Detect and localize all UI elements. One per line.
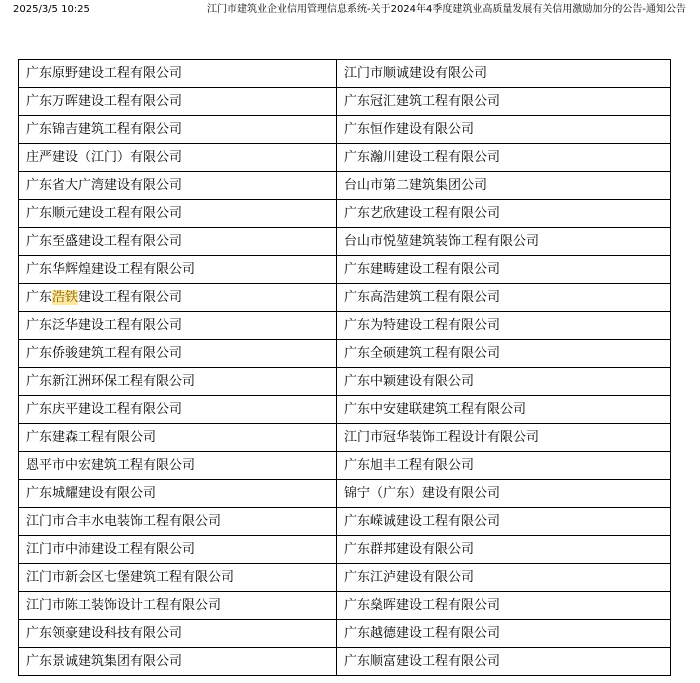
company-name-cell: 广东万晖建设工程有限公司	[19, 88, 337, 116]
company-name-cell: 广东建畴建设工程有限公司	[337, 256, 671, 284]
company-name-cell: 恩平市中宏建筑工程有限公司	[19, 452, 337, 480]
company-name-cell: 江门市合丰水电装饰工程有限公司	[19, 508, 337, 536]
company-name-cell: 广东艺欣建设工程有限公司	[337, 200, 671, 228]
table-row	[19, 592, 671, 620]
table-row	[19, 508, 671, 536]
search-highlight: 浩铁	[52, 290, 79, 305]
company-name-cell: 广东为特建设工程有限公司	[337, 312, 671, 340]
company-name-text: 建设工程有限公司	[78, 290, 183, 305]
company-name-cell: 广东江泸建设有限公司	[337, 564, 671, 592]
company-name-cell: 广东旭丰工程有限公司	[337, 452, 671, 480]
company-name-cell: 广东全硕建筑工程有限公司	[337, 340, 671, 368]
company-name-cell: 广东顺富建设工程有限公司	[337, 648, 671, 676]
table-row	[19, 116, 671, 144]
company-name-cell: 广东高浩建筑工程有限公司	[337, 284, 671, 312]
table-row	[19, 396, 671, 424]
company-name-cell: 广东顺元建设工程有限公司	[19, 200, 337, 228]
company-name-cell: 广东锦吉建筑工程有限公司	[19, 116, 337, 144]
company-name-cell: 江门市中沛建设工程有限公司	[19, 536, 337, 564]
table-row	[19, 200, 671, 228]
company-list	[18, 59, 671, 683]
company-name-cell: 广东华辉煌建设工程有限公司	[19, 256, 337, 284]
company-name-cell: 庄严建设（江门）有限公司	[19, 144, 337, 172]
company-name-cell: 广东省大广湾建设有限公司	[19, 172, 337, 200]
table-row	[19, 60, 671, 88]
company-name-cell: 广东原野建设工程有限公司	[19, 60, 337, 88]
table-row	[19, 368, 671, 396]
print-date: 2025/3/5 10:25	[13, 4, 90, 15]
table-row	[19, 88, 671, 116]
company-name-cell: 广东中颖建设有限公司	[337, 368, 671, 396]
table-row	[19, 620, 671, 648]
company-name-cell: 广东瀚川建设工程有限公司	[337, 144, 671, 172]
company-name-cell: 广东庆平建设工程有限公司	[19, 396, 337, 424]
table-row	[19, 564, 671, 592]
company-name-cell: 广东嵘诚建设工程有限公司	[337, 508, 671, 536]
company-name-cell: 广东中安建联建筑工程有限公司	[337, 396, 671, 424]
table-row	[19, 312, 671, 340]
company-name-cell	[19, 284, 337, 312]
company-table-body	[19, 60, 671, 676]
company-name-cell: 广东领豪建设科技有限公司	[19, 620, 337, 648]
company-name-text: 广东	[26, 290, 53, 305]
company-name-cell: 广东冠汇建筑工程有限公司	[337, 88, 671, 116]
company-name-cell: 广东至盛建设工程有限公司	[19, 228, 337, 256]
table-row	[19, 284, 671, 312]
company-name-cell: 广东侨骏建筑工程有限公司	[19, 340, 337, 368]
table-row	[19, 256, 671, 284]
company-name-cell: 锦宁（广东）建设有限公司	[337, 480, 671, 508]
company-name-cell: 广东城耀建设有限公司	[19, 480, 337, 508]
print-header	[0, 0, 700, 22]
company-name-cell: 广东燊晖建设工程有限公司	[337, 592, 671, 620]
company-name-cell: 江门市冠华装饰工程设计有限公司	[337, 424, 671, 452]
page-title: 江门市建筑业企业信用管理信息系统-关于2024年4季度建筑业高质量发展有关信用激励加分的公告-通知公告	[206, 4, 686, 15]
company-name-cell: 江门市顺诚建设有限公司	[337, 60, 671, 88]
company-name-cell: 广东泛华建设工程有限公司	[19, 312, 337, 340]
table-row	[19, 340, 671, 368]
company-table	[18, 59, 671, 676]
company-name-cell: 江门市新会区七堡建筑工程有限公司	[19, 564, 337, 592]
table-row	[19, 424, 671, 452]
table-row	[19, 144, 671, 172]
table-row	[19, 172, 671, 200]
company-name-cell: 广东群邦建设有限公司	[337, 536, 671, 564]
table-row	[19, 536, 671, 564]
company-name-cell: 广东建森工程有限公司	[19, 424, 337, 452]
table-row	[19, 648, 671, 676]
table-row	[19, 228, 671, 256]
company-name-cell: 台山市第二建筑集团公司	[337, 172, 671, 200]
company-name-cell: 广东景诚建筑集团有限公司	[19, 648, 337, 676]
company-name-cell: 广东新江洲环保工程有限公司	[19, 368, 337, 396]
company-name-cell: 台山市悦堃建筑装饰工程有限公司	[337, 228, 671, 256]
company-name-cell: 江门市陈工装饰设计工程有限公司	[19, 592, 337, 620]
company-name-cell: 广东越德建设工程有限公司	[337, 620, 671, 648]
table-row	[19, 452, 671, 480]
company-name-cell: 广东恒作建设有限公司	[337, 116, 671, 144]
table-row	[19, 480, 671, 508]
